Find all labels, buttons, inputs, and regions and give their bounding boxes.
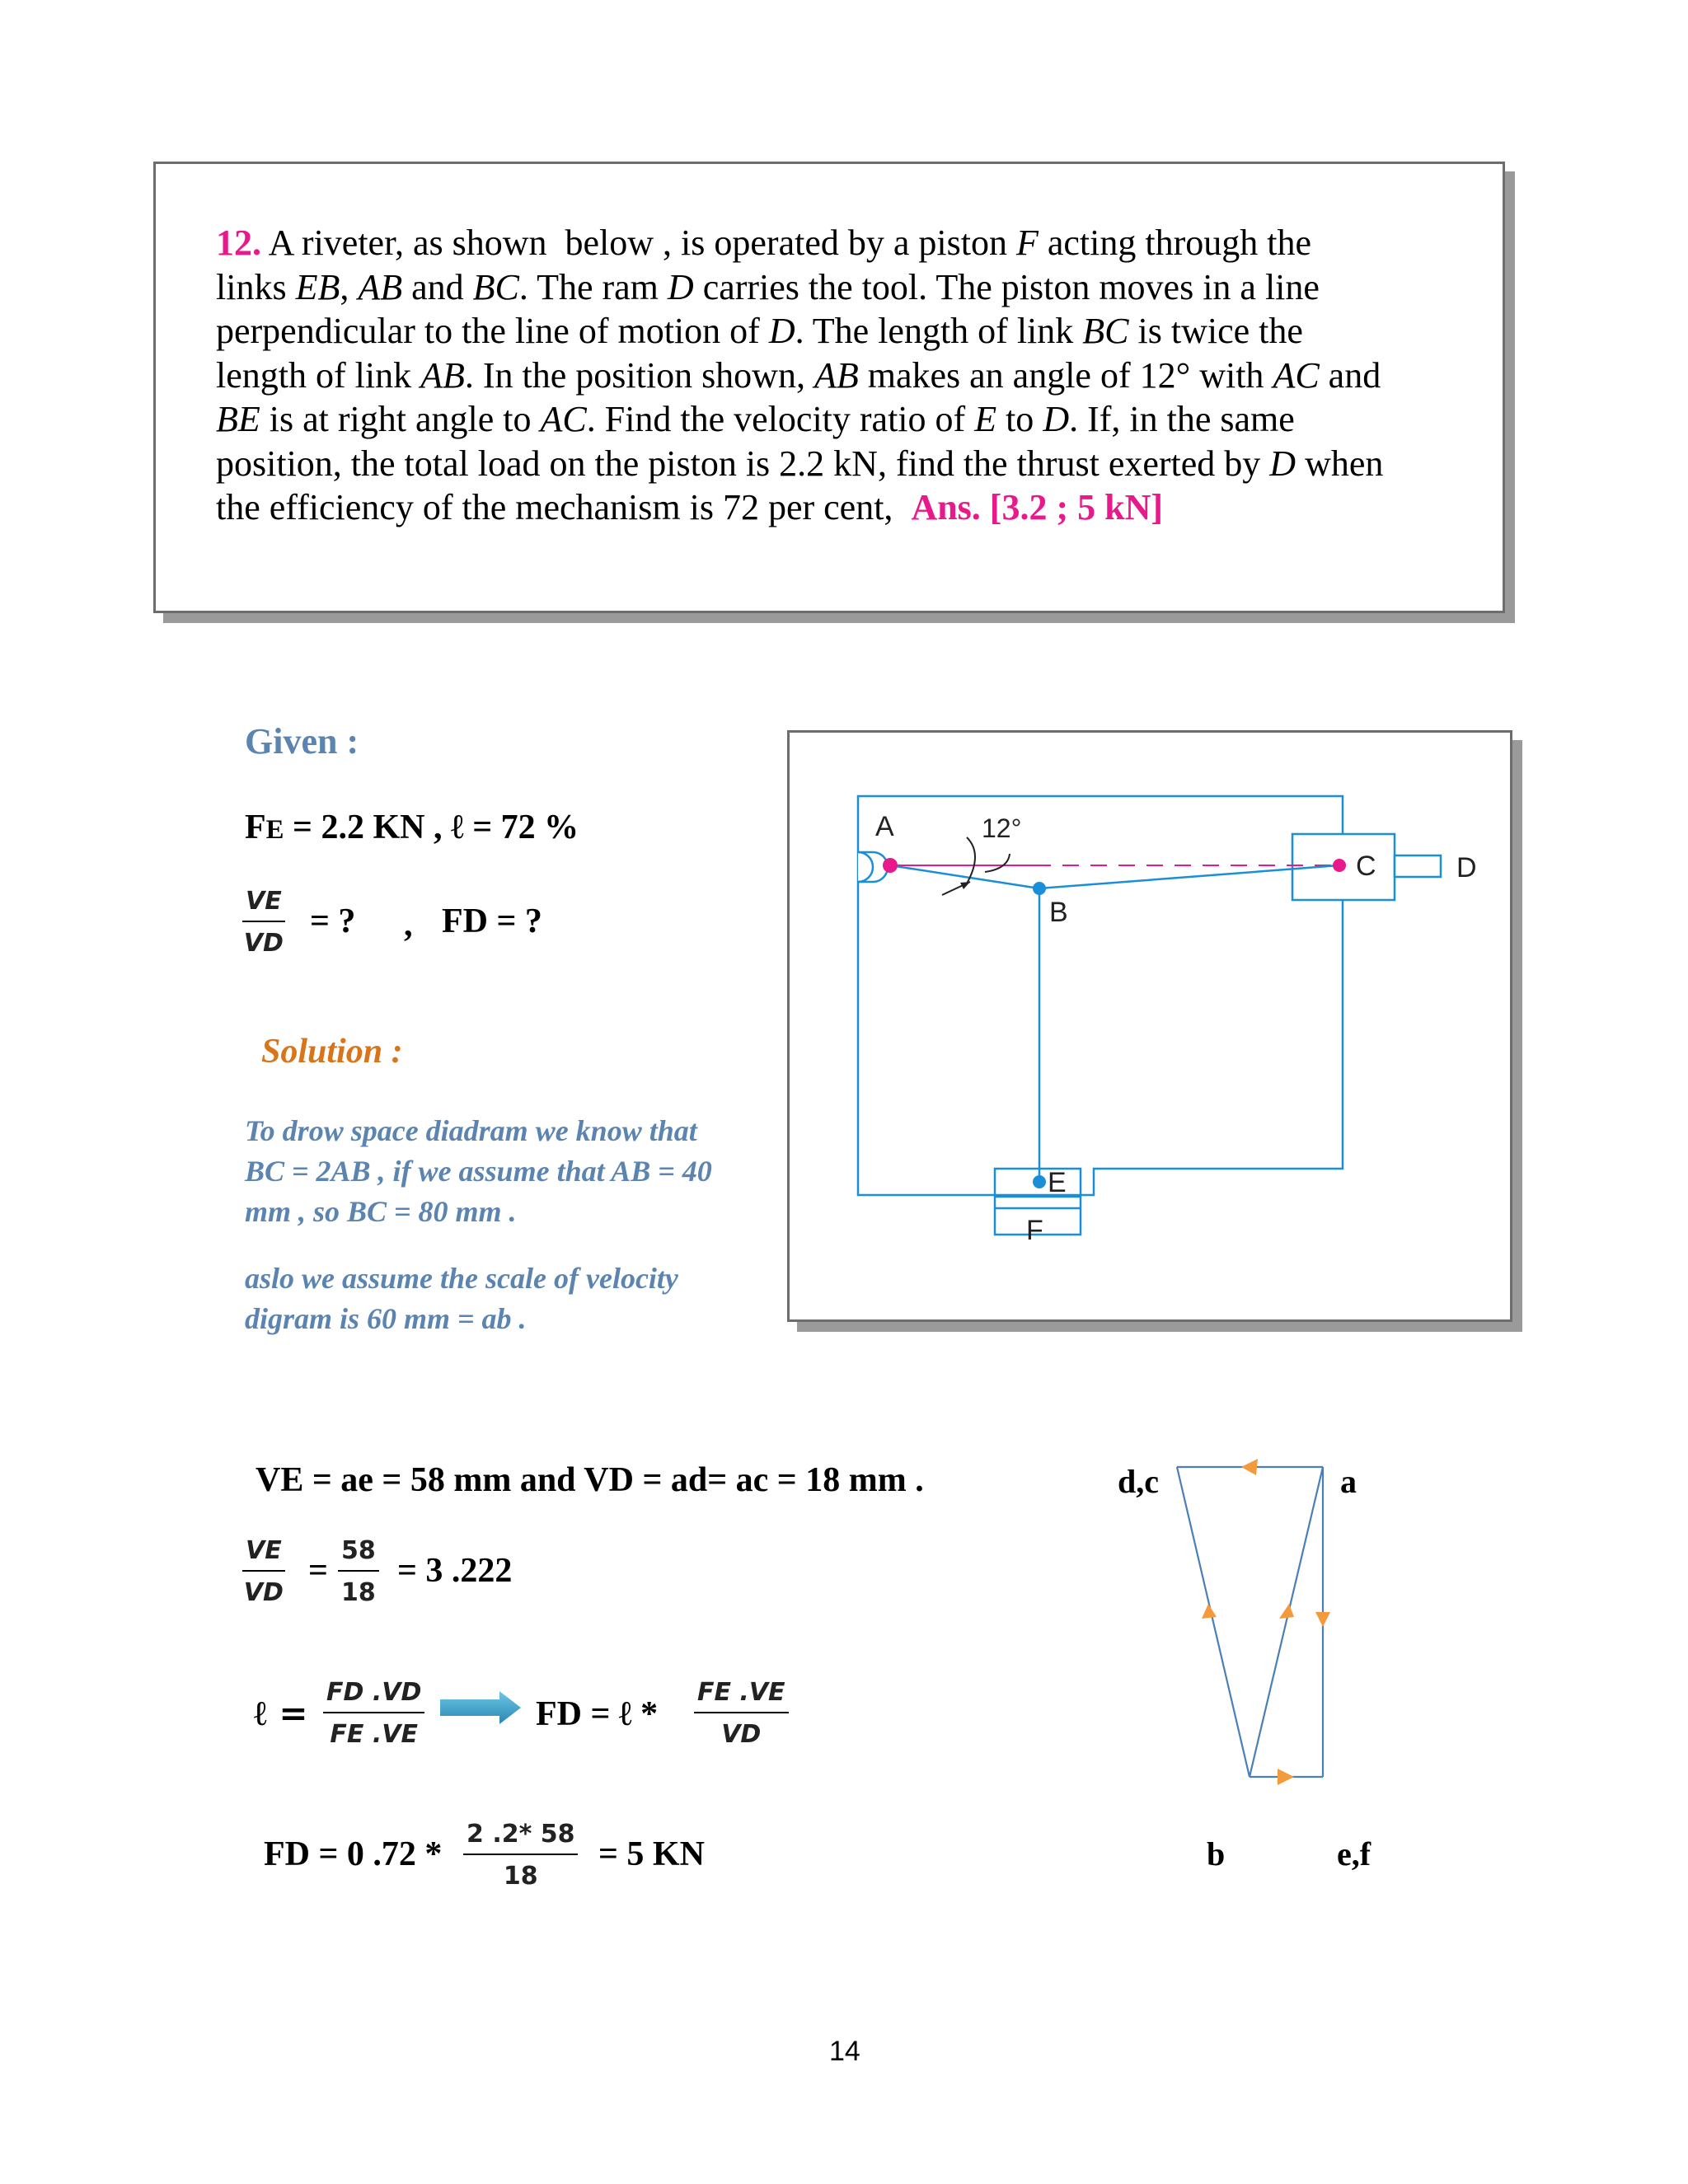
angle-arrow-head <box>960 882 970 889</box>
given-ratio-eq: = ? <box>310 902 356 940</box>
label-e: E <box>1048 1167 1067 1198</box>
joint-b <box>1033 882 1046 895</box>
page-number: 14 <box>829 2036 860 2067</box>
arrow-b-ef <box>1278 1769 1294 1785</box>
value-fraction: $\frac{58}{18}$ <box>338 1536 379 1607</box>
velocity-line: VE = ae = 58 mm and VD = ad= ac = 18 mm . <box>256 1461 924 1499</box>
right-arrow-icon <box>440 1690 523 1726</box>
fd-expression: FD = ℓ * <box>536 1695 659 1733</box>
angle-tick <box>985 854 1010 872</box>
given-load: FE = 2.2 KN , ℓ = 72 % <box>245 806 579 846</box>
ratio-eq-sign: = <box>308 1552 328 1590</box>
joint-e <box>1033 1175 1046 1188</box>
answer: Ans. [3.2 ; 5 kN] <box>911 487 1164 527</box>
vd-label-a: a <box>1340 1463 1357 1500</box>
solution-para-1: To drow space diadram we know that BC = 2AB , if we assume that AB = 40 mm , so BC = 80 mm . <box>245 1114 712 1228</box>
given-title: Given : <box>245 721 359 762</box>
final-prefix: FD = 0 .72 * <box>264 1835 443 1873</box>
label-f: F <box>1026 1215 1043 1246</box>
final-result: = 5 KN <box>598 1835 705 1873</box>
vd-label-b: b <box>1207 1835 1226 1872</box>
label-angle: 12° <box>982 813 1022 843</box>
efficiency-fraction: $\frac{FD .VD}{FE .VE}$ <box>323 1678 424 1749</box>
eta-symbol: ℓ <box>450 806 464 846</box>
velocity-diagram <box>1154 1451 1352 1797</box>
line-a-b <box>1250 1467 1323 1777</box>
problem-text: A riveter, as shown below , is operated by a piston F acting through the links EB, AB and BC. The ram D carries the tool. The piston moves in a line perpendicular to the line of motion of D. The length of link BC is twice the length of link AB. In the position shown, AB makes an angle of 12° with AC and BE is at right angle to AC. Find the velocity ratio of E to D. If, in the same position, the total load on the piston is 2.2 kN, find the thrust exerted by D when the efficiency of the mechanism is 72 per cent, <box>216 223 1384 527</box>
solution-para-2: aslo we assume the scale of velocity digram is 60 mm = ab . <box>245 1262 678 1335</box>
arrow-dc-b <box>1202 1604 1217 1619</box>
vd-label-dc: d,c <box>1118 1463 1159 1500</box>
ram-d <box>1395 855 1441 877</box>
given-comma: , <box>404 906 413 944</box>
given-ratio-fraction: $\frac{VE}{VD}$ <box>243 887 284 958</box>
arrow-a-ef <box>1315 1612 1330 1627</box>
label-c: C <box>1356 851 1376 882</box>
joint-c <box>1333 859 1346 872</box>
eta-symbol-eq: ℓ = <box>254 1693 308 1733</box>
label-d: D <box>1456 852 1477 883</box>
arrow-a-b <box>1279 1604 1294 1619</box>
mechanism-diagram <box>787 730 1512 1322</box>
line-dc-b <box>1177 1467 1250 1777</box>
arrow-dc-a <box>1241 1459 1258 1475</box>
problem-number: 12. <box>216 223 261 263</box>
final-fraction: $\frac{2 .2* 58}{18}$ <box>463 1820 578 1891</box>
frame-outline <box>858 796 1343 1195</box>
given-fd: FD = ? <box>442 902 542 940</box>
pivot-a <box>858 852 873 882</box>
solution-title: Solution : <box>261 1033 403 1071</box>
ratio-fraction: $\frac{VE}{VD}$ <box>243 1536 284 1607</box>
vd-label-ef: e,f <box>1337 1835 1372 1872</box>
fd-fraction: $\frac{FE .VE}{VD}$ <box>694 1678 789 1749</box>
label-a: A <box>875 811 894 842</box>
ratio-result: = 3 .222 <box>397 1552 513 1590</box>
joint-a <box>883 858 898 873</box>
problem-statement <box>216 221 1452 530</box>
label-b: B <box>1049 897 1068 928</box>
